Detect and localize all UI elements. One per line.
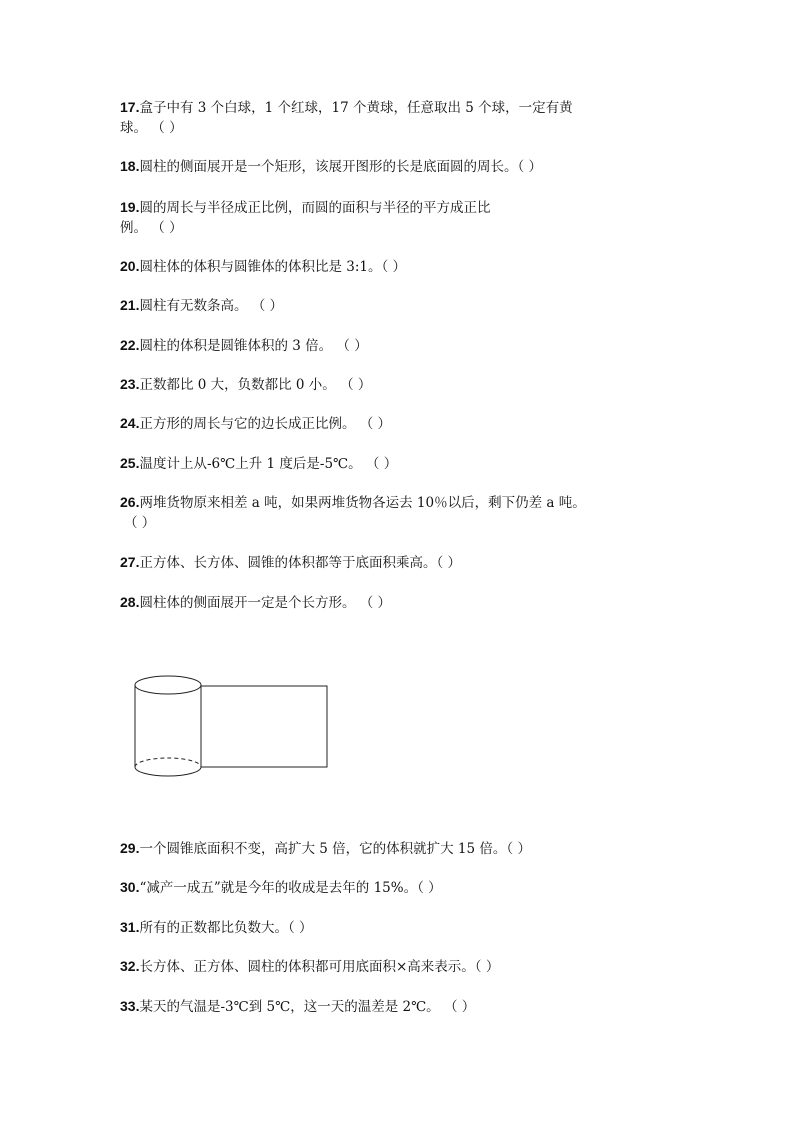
question-20 (120, 256, 680, 277)
question-number: 18. (120, 158, 140, 174)
question-number: 24. (120, 415, 140, 431)
question-32 (120, 956, 680, 977)
question-text: 圆柱的侧面展开是一个矩形，该展开图形的长是底面圆的周长。（ ） (139, 159, 543, 175)
cylinder-unfold-figure (128, 668, 338, 786)
question-number: 21. (120, 297, 140, 313)
question-text-continued: 球。 （ ） (120, 120, 183, 136)
question-text: 圆柱有无数条高。 （ ） (139, 298, 284, 314)
question-text: 正方形的周长与它的边长成正比例。 （ ） (139, 416, 392, 432)
question-text: 圆柱的体积是圆锥体积的 3 倍。 （ ） (139, 338, 368, 354)
question-text: 某天的气温是-3℃到 5℃，这一天的温差是 2℃。 （ ） (139, 999, 476, 1015)
question-text-continued: 例。 （ ） (120, 220, 183, 236)
question-number: 29. (120, 840, 140, 856)
question-28 (120, 592, 680, 613)
question-22 (120, 335, 680, 356)
question-text: 一个圆锥底面积不变，高扩大 5 倍，它的体积就扩大 15 倍。（ ） (139, 841, 531, 857)
question-text: 温度计上从-6℃上升 1 度后是-5℃。 （ ） (139, 456, 398, 472)
question-25 (120, 453, 680, 474)
question-23 (120, 374, 680, 395)
question-number: 32. (120, 958, 140, 974)
question-18 (120, 156, 680, 177)
question-17 (120, 97, 680, 138)
question-29 (120, 838, 680, 859)
question-number: 31. (120, 919, 140, 935)
question-text: 盒子中有 3 个白球，1 个红球，17 个黄球，任意取出 5 个球，一定有黄 (139, 100, 573, 116)
question-text: 两堆货物原来相差 a 吨，如果两堆货物各运去 10％以后，剩下仍差 a 吨。 (139, 495, 586, 511)
cylinder-bottom-back-arc (135, 758, 201, 767)
question-26 (120, 492, 680, 533)
question-text-continued: （ ） (124, 515, 156, 531)
question-number: 20. (120, 258, 140, 274)
question-33 (120, 996, 680, 1017)
question-text: 圆柱体的侧面展开一定是个长方形。 （ ） (139, 595, 392, 611)
question-number: 26. (120, 494, 140, 510)
question-text: 圆的周长与半径成正比例，而圆的面积与半径的平方成正比 (139, 200, 491, 216)
question-31 (120, 917, 680, 938)
question-text: “减产一成五”就是今年的收成是去年的 15%。（ ） (139, 880, 442, 896)
question-text: 所有的正数都比负数大。（ ） (139, 920, 313, 936)
cylinder-bottom-front-arc (135, 767, 201, 776)
question-number: 27. (120, 554, 140, 570)
question-number: 30. (120, 879, 140, 895)
question-number: 17. (120, 99, 140, 115)
question-19 (120, 197, 680, 238)
question-number: 33. (120, 998, 140, 1014)
question-number: 19. (120, 199, 140, 215)
question-number: 25. (120, 455, 140, 471)
question-number: 28. (120, 594, 140, 610)
question-30 (120, 877, 680, 898)
question-number: 22. (120, 337, 140, 353)
question-text: 长方体、正方体、圆柱的体积都可用底面积×高来表示。（ ） (139, 959, 500, 975)
question-27 (120, 552, 680, 573)
question-24 (120, 413, 680, 434)
cylinder-top-ellipse (135, 676, 201, 694)
question-text: 正方体、长方体、圆锥的体积都等于底面积乘高。（ ） (139, 555, 462, 571)
question-text: 圆柱体的体积与圆锥体的体积比是 3:1。（ ） (139, 259, 407, 275)
question-number: 23. (120, 376, 140, 392)
question-text: 正数都比 0 大，负数都比 0 小。 （ ） (139, 377, 372, 393)
question-21 (120, 295, 680, 316)
lateral-surface-rectangle (201, 686, 327, 767)
